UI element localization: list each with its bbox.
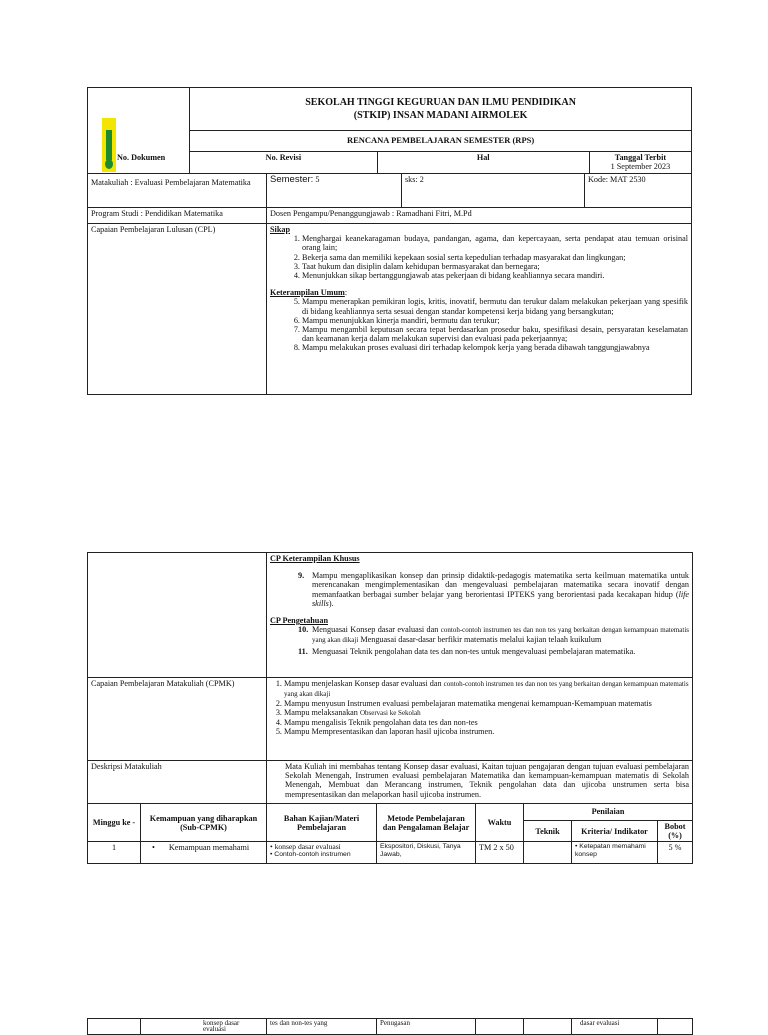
ket-umum-title: Keterampilan Umum xyxy=(270,288,345,298)
th-bahan: Bahan Kajian/Materi Pembelajaran xyxy=(267,804,377,842)
khusus-label-cell xyxy=(88,553,267,678)
semester-label: Semester: xyxy=(270,174,314,185)
row-bahan-2: Contoh-contoh instrumen xyxy=(274,851,351,859)
institution-line1: SEKOLAH TINGGI KEGURUAN DAN ILMU PENDIDIKAN xyxy=(305,96,576,108)
ket-umum-item: 8. Mampu melakukan proses evaluasi diri terhadap kelompok kerja yang berada dibawah tanggungjawabnya xyxy=(302,343,688,352)
continuation-table xyxy=(87,1018,693,1035)
sikap-list xyxy=(270,234,688,280)
row-bahan-item: • konsep dasar evaluasi xyxy=(270,842,341,852)
cont-kriteria: dasar evaluasi xyxy=(572,1019,658,1035)
pengetahuan-text-11: Menguasai Teknik pengolahan data tes dan non-tes untuk mengevaluasi pembelajaran matematika. xyxy=(312,646,636,656)
ket-khusus-title: CP Keterampilan Khusus xyxy=(270,554,360,563)
cpmk-item-3-text: Mampu melaksanakan xyxy=(284,707,360,717)
deskripsi-label: Deskripsi Matakuliah xyxy=(88,761,267,804)
ket-khusus-item xyxy=(270,571,689,608)
cpmk-item-3-small: Observasi ke Sekolah xyxy=(359,708,421,717)
doc-title: RENCANA PEMBELAJARAN SEMESTER (RPS) xyxy=(190,131,692,152)
ket-umum-item: 6. Mampu menunjukkan kinerja mandiri, bermutu dan terukur; xyxy=(302,316,688,325)
bullet-icon: • xyxy=(152,843,155,853)
row-waktu: TM 2 x 50 xyxy=(476,842,524,864)
ket-umum-heading xyxy=(270,288,688,297)
cpmk-item: 4. Mampu mengalisis Teknik pengolahan data tes dan non-tes xyxy=(284,718,689,727)
ket-umum-list xyxy=(270,297,688,352)
table-row xyxy=(88,1019,693,1035)
cpmk-item-1-text: Mampu menjelaskan Konsep dasar evaluasi dan xyxy=(284,679,444,688)
khusus-content xyxy=(267,553,693,678)
sks-cell: sks: 2 xyxy=(402,174,585,208)
pengetahuan-title: CP Pengetahuan xyxy=(270,615,328,625)
row-kemampuan xyxy=(141,842,267,864)
sikap-item: 2. Bekerja sama dan memiliki kepekaan sosial serta kepedulian terhadap masyarakat dan lingkungan; xyxy=(302,253,688,262)
sikap-item: 4. Menunjukkan sikap bertanggungjawab atas pekerjaan di bidang keahliannya secara mandiri. xyxy=(302,271,688,280)
th-teknik: Teknik xyxy=(524,821,572,842)
col-tanggal-value: 1 September 2023 xyxy=(610,162,671,172)
kode-cell: Kode: MAT 2530 xyxy=(585,174,692,208)
row-teknik xyxy=(524,842,572,864)
pengetahuan-text-10b: Menguasai dasar-dasar berfikir matematis melalui kajian telaah kuikulum xyxy=(358,634,602,644)
semester-cell xyxy=(267,174,402,208)
pengetahuan-text-10a: Menguasai Konsep dasar evaluasi dan xyxy=(312,625,441,635)
cpl-label: Capaian Pembelajaran Lulusan (CPL) xyxy=(88,224,267,395)
cont-minggu xyxy=(88,1019,141,1035)
life-skills-text: life skills xyxy=(312,589,690,608)
row-kriteria xyxy=(572,842,658,864)
th-penilaian: Penilaian xyxy=(524,804,693,821)
pengetahuan-item-10 xyxy=(270,625,689,645)
th-kriteria: Kriteria/ Indikator xyxy=(572,821,658,842)
row-bahan xyxy=(267,842,377,864)
row-kriteria-text: Ketepatan memahami konsep xyxy=(575,843,646,858)
pengetahuan-num-10: 10. xyxy=(298,625,309,635)
ket-khusus-num: 9. xyxy=(298,571,305,581)
cpl-content xyxy=(267,224,692,395)
cont-bahan: tes dan non-tes yang xyxy=(267,1019,377,1035)
col-tanggal xyxy=(589,152,691,174)
col-dokumen: No. Dokumen xyxy=(117,153,166,162)
th-bobot: Bobot (%) xyxy=(658,821,693,842)
info-table xyxy=(87,173,692,395)
col-hal: Hal xyxy=(377,152,589,174)
cpmk-item-1-small: contoh-contoh instrumen tes dan non tes yang berkaitan dengan kemampuan matematis yang akan dikaji xyxy=(284,680,689,698)
cpmk-item xyxy=(284,679,689,699)
col-tanggal-label: Tanggal Terbit xyxy=(614,153,667,162)
ket-umum-item: 7. Mampu mengambil keputusan secara tepat berdasarkan prosedur baku, spesifikasi desain, persyaratan keselamatan dan keamanan kerja dalam melakukan supervisi dan evaluasi pada pekerjaannya; xyxy=(302,325,688,343)
cpmk-label: Capaian Pembelajaran Matakuliah (CPMK) xyxy=(88,678,267,761)
ket-khusus-text-end: ). xyxy=(328,598,334,608)
cpmk-item: 2. Mampu menyusun Instrumen evaluasi pembelajaran matematika mengenai kemampuan-Kemampuan matematis xyxy=(284,699,689,708)
sikap-title: Sikap xyxy=(270,225,291,234)
cont-kemampuan: konsep dasar evaluasi xyxy=(141,1019,267,1035)
pengetahuan-text-10small: contoh-contoh instrumen tes dan non tes yang berkaitan dengan kemampuan matematis yang akan dikaji xyxy=(312,626,690,644)
col-revisi: No. Revisi xyxy=(190,152,377,174)
cont-teknik xyxy=(524,1019,572,1035)
row-minggu: 1 xyxy=(88,842,141,864)
th-minggu: Minggu ke - xyxy=(88,804,141,842)
institution-name xyxy=(190,88,692,131)
th-metode: Metode Pembelajaran dan Pengalaman Belajar xyxy=(377,804,476,842)
sikap-item: 1. Menghargai keanekaragaman budaya, pandangan, agama, dan kepercayaan, serta pendapat atau temuan orisinal orang lain; xyxy=(302,234,688,252)
row-kemampuan-text: Kemampuan memahami xyxy=(168,843,250,853)
bullet-icon: • xyxy=(575,843,580,851)
prodi-cell: Program Studi : Pendidikan Matematika xyxy=(88,208,267,224)
semester-value: 5 xyxy=(315,175,320,184)
sikap-item: 3. Taat hukum dan disiplin dalam kehidupan bermasyarakat dan bernegara; xyxy=(302,262,688,271)
th-waktu: Waktu xyxy=(476,804,524,842)
ket-umum-colon: : xyxy=(344,288,348,298)
header-table xyxy=(87,87,692,174)
cpmk-content xyxy=(267,678,693,761)
institution-line2: (STKIP) INSAN MADANI AIRMOLEK xyxy=(353,110,528,121)
row-metode: Ekspositori, Diskusi, Tanya Jawab, xyxy=(377,842,476,864)
row-bahan-1: konsep dasar evaluasi xyxy=(274,842,341,852)
row-bobot: 5 % xyxy=(658,842,693,864)
cpmk-item xyxy=(284,708,689,718)
cont-waktu xyxy=(476,1019,524,1035)
content-table xyxy=(87,552,693,864)
dosen-cell: Dosen Pengampu/Penanggungjawab : Ramadhani Fitri, M.Pd xyxy=(267,208,692,224)
ket-khusus-text: Mampu mengaplikasikan konsep dan prinsip didaktik-pedagogis matematika serta keilmuan matematika untuk merencanakan mengimplementasikan dan mengevaluasi pembelajaran matematika secara inovatif dengan memanfaatkan berbagai sumber belajar yang berorientasi IPTEKS yang berorientasi pada kecakapan hidup ( xyxy=(312,571,690,599)
ket-umum-item: 5. Mampu menerapkan pemikiran logis, kritis, inovatif, bermutu dan terukur dalam melakukan pekerjaan yang spesifik di bidang keahliannya serta sesuai dengan standar kompetensi kerja bidang yang bersangkutan; xyxy=(302,297,688,315)
pengetahuan-num-11: 11. xyxy=(298,646,308,656)
cpmk-list xyxy=(270,679,689,736)
cpmk-item: 5. Mampu Mempresentasikan dan laporan hasil ujicoba instrumen. xyxy=(284,727,689,736)
cont-bobot xyxy=(658,1019,693,1035)
matakuliah-cell: Matakuliah : Evaluasi Pembelajaran Matematika xyxy=(88,174,267,208)
pengetahuan-item-11 xyxy=(270,647,689,656)
table-row xyxy=(88,842,693,864)
row-bahan-item: • Contoh-contoh instrumen xyxy=(270,851,351,859)
deskripsi-content: Mata Kuliah ini membahas tentang Konsep dasar evaluasi, Kaitan tujuan pengajaran dengan tujuan evaluasi pembelajaran Sekolah Menengah, Instrumen evaluasi pembelajaran Matematika dan kemampuan-kemampuan matematis di Sekolah Menengah, Membuat dan Merancang instrumen, Teknik pengolahan data dan ujicoba unstrumen serta bisa mempresentasikan dan melaporkan hasil ujicoba instrumen. xyxy=(267,761,693,804)
th-kemampuan: Kemampuan yang diharapkan (Sub-CPMK) xyxy=(141,804,267,842)
cont-metode: Penugasan xyxy=(377,1019,476,1035)
